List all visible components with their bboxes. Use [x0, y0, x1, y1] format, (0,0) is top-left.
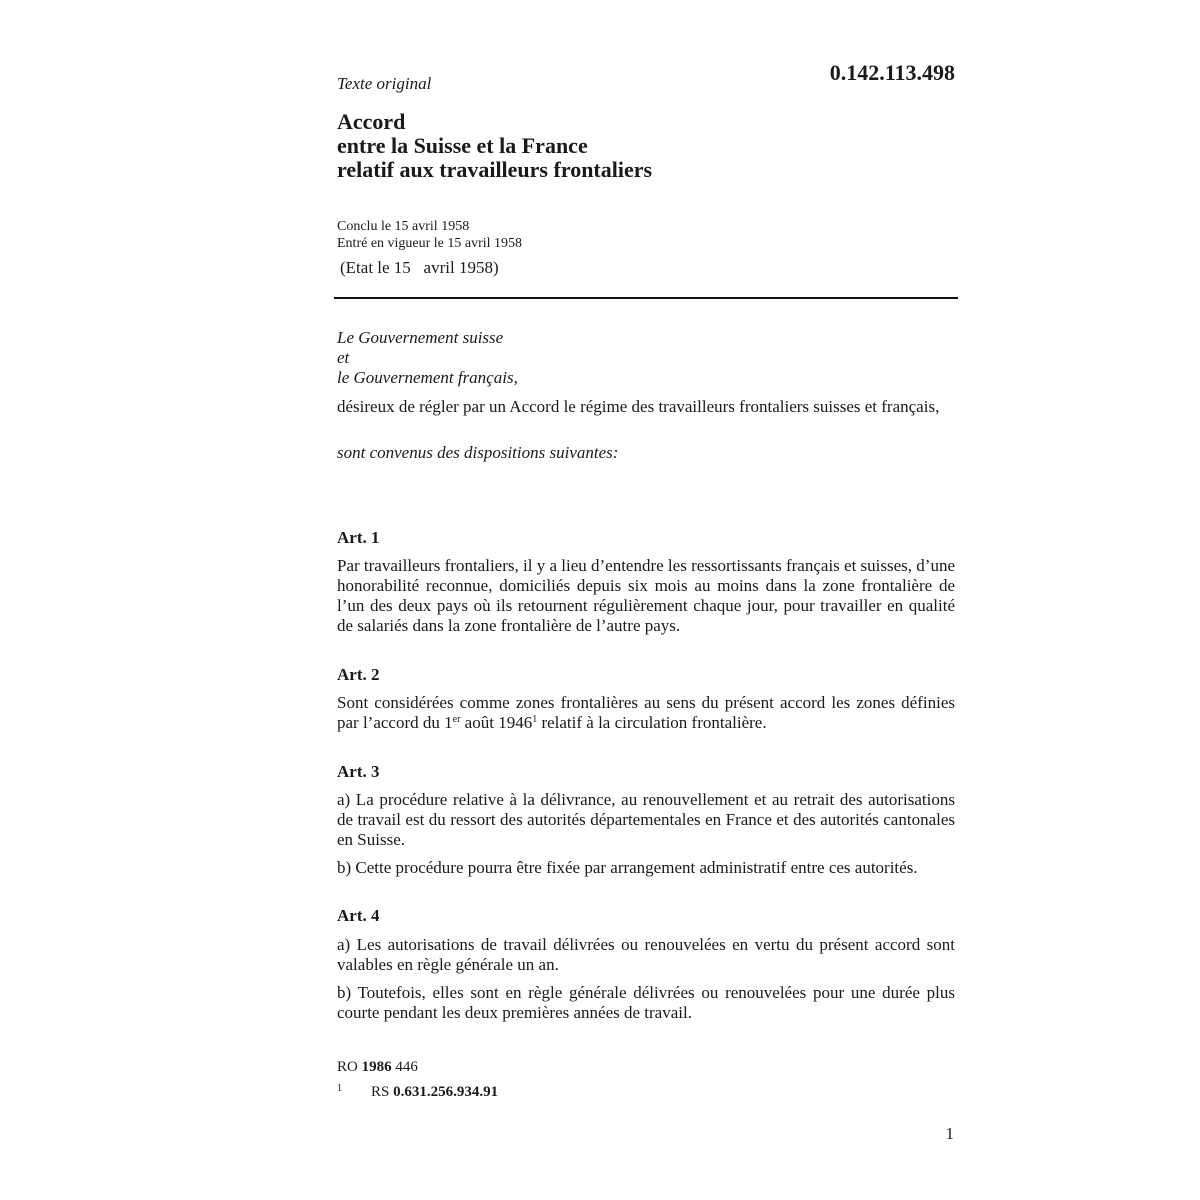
title-line-1: Accord: [337, 109, 406, 134]
header-divider: [334, 297, 958, 299]
article-2-heading: Art. 2: [337, 665, 380, 684]
article-2-text-start: Sont considérées comme zones frontalières au sens du présent accord les zones définies par l’accord du 1: [337, 693, 955, 732]
article-4-para-b: b) Toutefois, elles sont en règle générale délivrées ou renouvelées pour une durée plus courte pendant les deux premières années de travail.: [337, 983, 955, 1022]
preamble-party-1: Le Gouvernement suisse: [337, 328, 504, 347]
document-number: 0.142.113.498: [829, 60, 955, 85]
document-type-label: Texte original: [337, 74, 432, 93]
article-4-para-a: a) Les autorisations de travail délivrées ou renouvelées en vertu du présent accord sont valables en règle générale un an.: [337, 935, 955, 974]
article-1-heading: Art. 1: [337, 528, 380, 547]
article-1-text: Par travailleurs frontaliers, il y a lieu d’entendre les ressortissants français et suisses, d’une honorabilité reconnue, domiciliés depuis six mois au moins dans la zone frontalière de l’un des deux pays où ils retournent régulièrement chaque jour, pour travailler en qualité de salariés dans la zone frontalière de l’autre pays.: [337, 556, 955, 635]
footnote-1: [337, 1079, 498, 1102]
entry-into-force-date: Entré en vigueur le 15 avril 1958: [337, 236, 523, 251]
footnote-mark: 1: [337, 1083, 342, 1094]
article-2-text-end: relatif à la circulation frontalière.: [537, 713, 767, 732]
ro-year: 1986: [361, 1059, 392, 1075]
article-4-heading: Art. 4: [337, 906, 380, 925]
document-title: [337, 110, 652, 182]
footnote-prefix: RS: [371, 1084, 394, 1100]
footnote-sr-number[interactable]: 0.631.256.934.91: [393, 1084, 499, 1100]
footnote-1-reference[interactable]: 1: [532, 714, 538, 725]
document-dates: [337, 218, 522, 252]
article-3-para-a: a) La procédure relative à la délivrance, au renouvellement et au retrait des autorisations de travail est du ressort des autorités départementales en France et des autorités cantonales en Suisse.: [337, 790, 955, 849]
preamble-desire: désireux de régler par un Accord le régime des travailleurs frontaliers suisses et français,: [337, 397, 940, 416]
article-2-text-date: août 1946: [460, 713, 533, 732]
article-2-text: [337, 693, 955, 733]
preamble-and: et: [337, 348, 350, 367]
preamble-agreed: sont convenus des dispositions suivantes:: [337, 443, 619, 462]
status-date: (Etat le 15 avril 1958): [340, 258, 499, 277]
concluded-date: Conclu le 15 avril 1958: [337, 219, 470, 234]
page-number: 1: [945, 1124, 954, 1143]
title-line-3: relatif aux travailleurs frontaliers: [337, 157, 653, 182]
ordinal-superscript: er: [452, 714, 461, 725]
official-compilation-reference: [337, 1058, 418, 1077]
ro-page: 446: [391, 1059, 418, 1075]
title-line-2: entre la Suisse et la France: [337, 133, 588, 158]
article-3-heading: Art. 3: [337, 762, 380, 781]
article-3-para-b: b) Cette procédure pourra être fixée par arrangement administratif entre ces autorités.: [337, 858, 918, 877]
ro-prefix: RO: [337, 1059, 362, 1075]
preamble-party-2: le Gouvernement français,: [337, 368, 518, 387]
